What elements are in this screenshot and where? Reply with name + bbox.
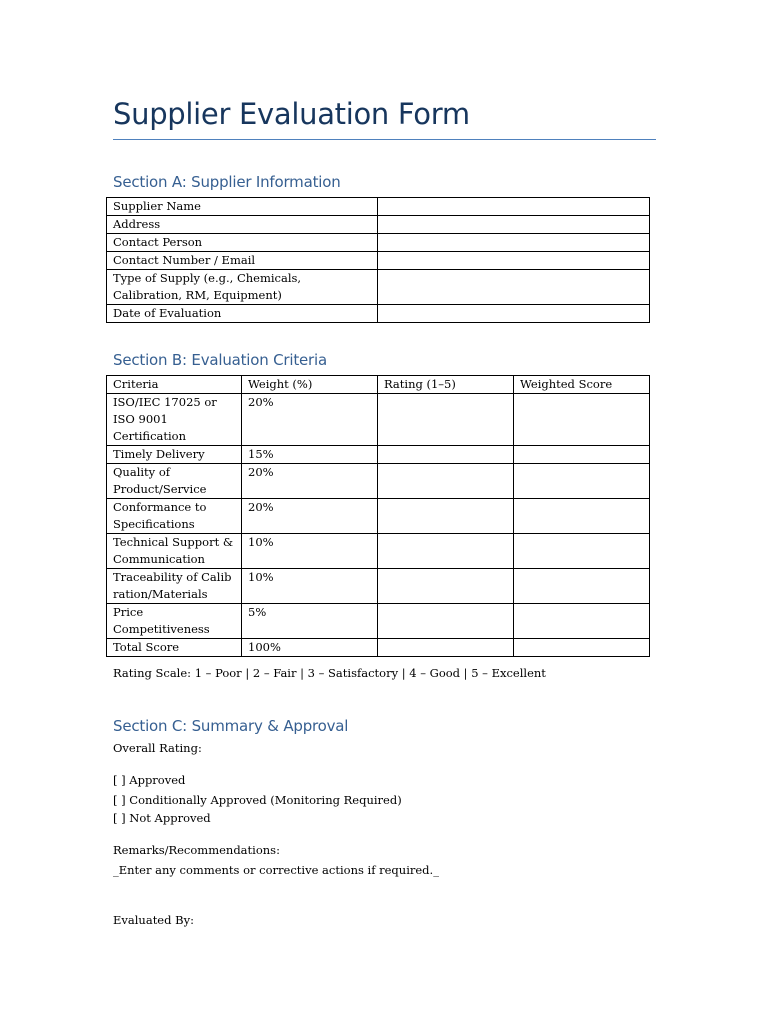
weighted-score-cell[interactable] (514, 604, 650, 639)
rating-cell[interactable] (378, 499, 514, 534)
total-score-label: Total Score (107, 639, 242, 657)
column-header: Weight (%) (242, 376, 378, 394)
total-weighted-score-cell[interactable] (514, 639, 650, 657)
weighted-score-cell[interactable] (514, 394, 650, 446)
table-row (107, 464, 650, 499)
criteria-cell: Conformance to Specifications (107, 499, 242, 534)
date-of-evaluation-value[interactable] (378, 305, 650, 323)
supplier-name-label: Supplier Name (107, 198, 378, 216)
rating-cell[interactable] (378, 394, 514, 446)
weighted-score-cell[interactable] (514, 464, 650, 499)
not-approved-option[interactable]: [ ] Not Approved (113, 811, 211, 825)
weighted-score-cell[interactable] (514, 534, 650, 569)
table-row (107, 252, 650, 270)
contact-number-label: Contact Number / Email (107, 252, 378, 270)
weight-cell: 15% (242, 446, 378, 464)
rating-cell[interactable] (378, 604, 514, 639)
contact-person-value[interactable] (378, 234, 650, 252)
section-b-heading: Section B: Evaluation Criteria (113, 351, 327, 369)
criteria-cell: Technical Support & Communication (107, 534, 242, 569)
table-row (107, 234, 650, 252)
weighted-score-cell[interactable] (514, 569, 650, 604)
total-weight-cell: 100% (242, 639, 378, 657)
weighted-score-cell[interactable] (514, 499, 650, 534)
section-c-heading: Section C: Summary & Approval (113, 717, 349, 735)
weight-cell: 10% (242, 569, 378, 604)
rating-scale-note: Rating Scale: 1 – Poor | 2 – Fair | 3 – Satisfactory | 4 – Good | 5 – Excellent (113, 666, 546, 680)
table-row (107, 569, 650, 604)
title-divider (113, 139, 656, 140)
criteria-cell: Price Competitiveness (107, 604, 242, 639)
approved-option[interactable]: [ ] Approved (113, 773, 186, 787)
contact-number-value[interactable] (378, 252, 650, 270)
table-row (107, 305, 650, 323)
date-of-evaluation-label: Date of Evaluation (107, 305, 378, 323)
rating-cell[interactable] (378, 569, 514, 604)
remarks-placeholder[interactable]: _Enter any comments or corrective actions if required._ (113, 863, 439, 877)
total-rating-cell[interactable] (378, 639, 514, 657)
rating-cell[interactable] (378, 464, 514, 499)
supplier-name-value[interactable] (378, 198, 650, 216)
remarks-label: Remarks/Recommendations: (113, 843, 280, 857)
page-title: Supplier Evaluation Form (113, 97, 470, 131)
weight-cell: 5% (242, 604, 378, 639)
table-row (107, 604, 650, 639)
rating-cell[interactable] (378, 534, 514, 569)
table-row (107, 499, 650, 534)
weight-cell: 20% (242, 464, 378, 499)
table-row (107, 270, 650, 305)
contact-person-label: Contact Person (107, 234, 378, 252)
table-row (107, 534, 650, 569)
weighted-score-cell[interactable] (514, 446, 650, 464)
column-header: Criteria (107, 376, 242, 394)
table-row (107, 198, 650, 216)
conditionally-approved-option[interactable]: [ ] Conditionally Approved (Monitoring Required) (113, 793, 402, 807)
column-header: Weighted Score (514, 376, 650, 394)
section-a-heading: Section A: Supplier Information (113, 173, 341, 191)
weight-cell: 10% (242, 534, 378, 569)
weight-cell: 20% (242, 394, 378, 446)
criteria-cell: Traceability of Calibration/Materials (107, 569, 242, 604)
weight-cell: 20% (242, 499, 378, 534)
evaluated-by-label: Evaluated By: (113, 913, 194, 927)
total-row (107, 639, 650, 657)
criteria-cell: Quality of Product/Service (107, 464, 242, 499)
type-of-supply-label: Type of Supply (e.g., Chemicals, Calibration, RM, Equipment) (107, 270, 378, 305)
type-of-supply-value[interactable] (378, 270, 650, 305)
table-header-row (107, 376, 650, 394)
criteria-cell: ISO/IEC 17025 or ISO 9001 Certification (107, 394, 242, 446)
address-label: Address (107, 216, 378, 234)
address-value[interactable] (378, 216, 650, 234)
overall-rating-label: Overall Rating: (113, 741, 202, 755)
table-row (107, 446, 650, 464)
rating-cell[interactable] (378, 446, 514, 464)
column-header: Rating (1–5) (378, 376, 514, 394)
table-row (107, 216, 650, 234)
supplier-info-table (106, 197, 650, 323)
evaluation-criteria-table (106, 375, 650, 657)
criteria-cell: Timely Delivery (107, 446, 242, 464)
table-row (107, 394, 650, 446)
